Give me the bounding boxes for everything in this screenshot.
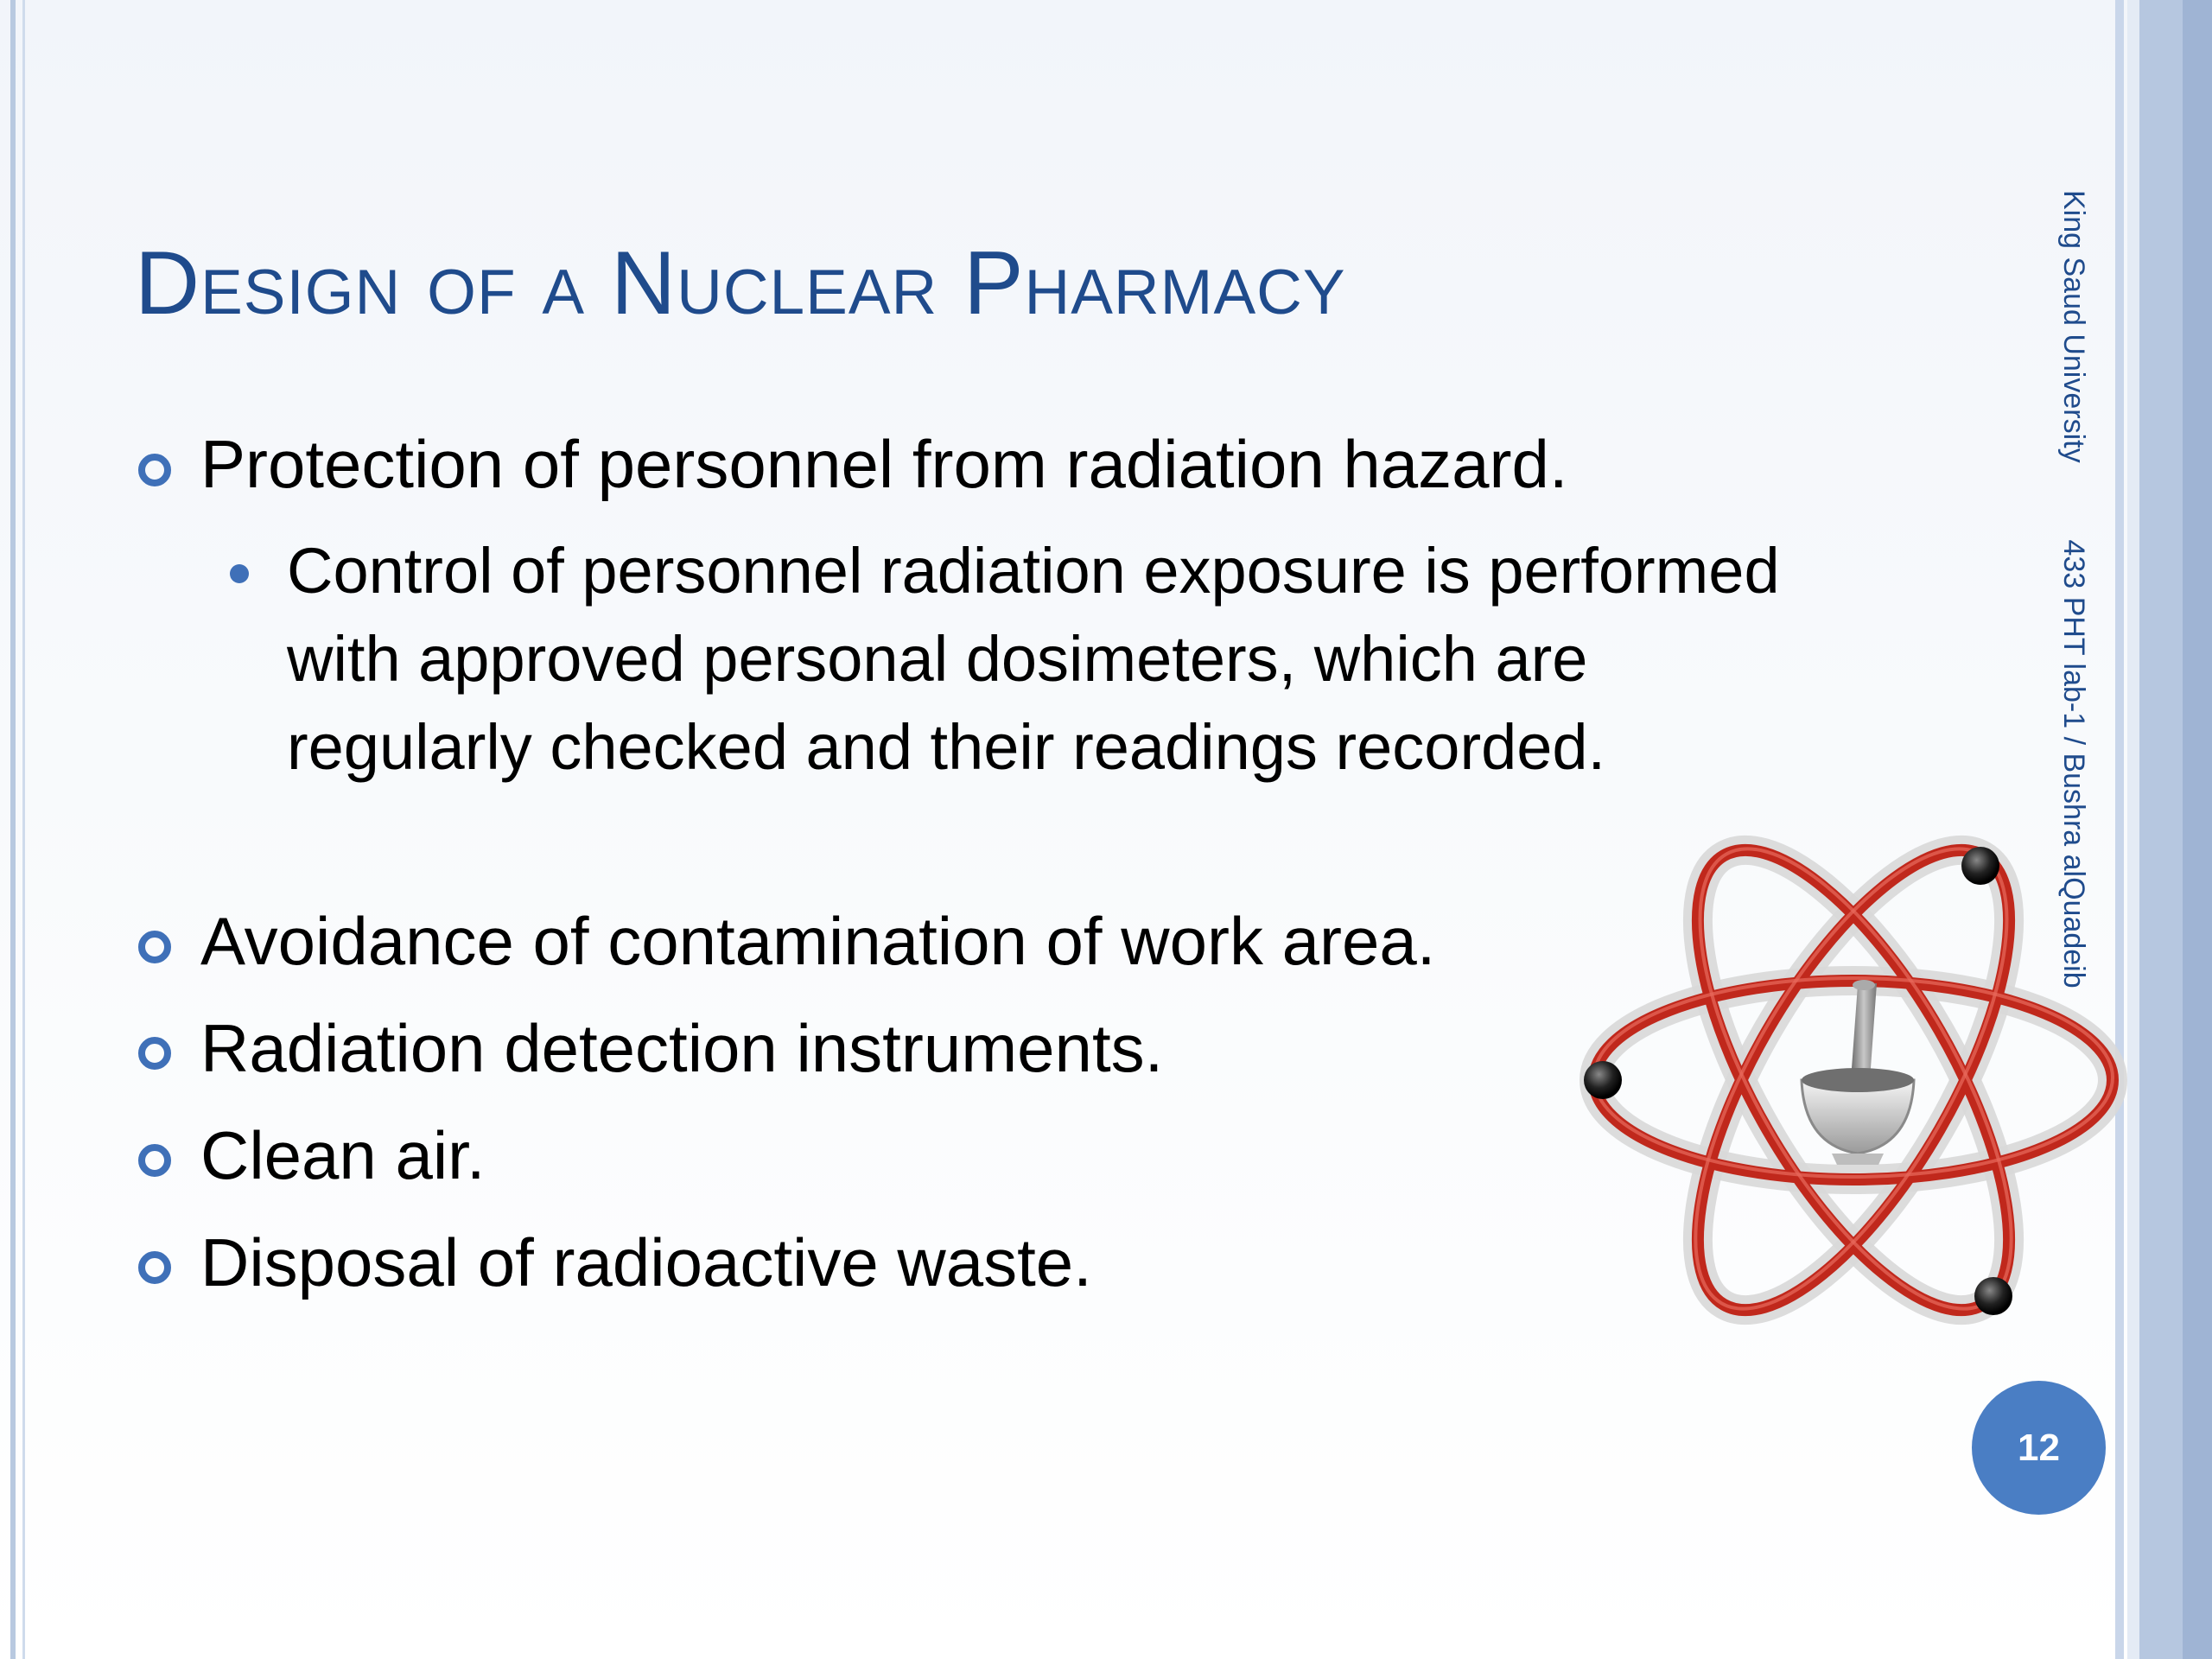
- bullet-item: Disposal of radioactive waste.: [200, 1224, 1092, 1300]
- right-frame-band: [2183, 0, 2212, 1659]
- bullet-ring-icon: [138, 931, 171, 963]
- bullet-dot-icon: [230, 564, 249, 583]
- bullet-item: Radiation detection instruments.: [200, 1010, 1164, 1086]
- bullet-ring-icon: [138, 1037, 171, 1070]
- slide-title: Design of a Nuclear Pharmacy: [135, 233, 1346, 334]
- left-frame-line: [10, 0, 16, 1659]
- page-number-badge: 12: [1972, 1381, 2106, 1515]
- bullet-item: Avoidance of contamination of work area.: [200, 903, 1436, 979]
- vertical-footer: [2048, 190, 2100, 1141]
- bullet-ring-icon: [138, 454, 171, 486]
- footer-course-author: 433 PHT lab-1 / Bushra alQuadeib: [2057, 539, 2090, 988]
- mortar-and-pestle-icon: [1802, 980, 1914, 1165]
- bullet-item: Clean air.: [200, 1117, 486, 1193]
- left-frame-line-thin: [22, 0, 25, 1659]
- bullet-ring-icon: [138, 1144, 171, 1177]
- electron-icon: [1974, 1277, 2012, 1315]
- electron-icon: [1584, 1061, 1622, 1099]
- electron-icon: [1961, 847, 1999, 885]
- right-frame-band: [2139, 0, 2183, 1659]
- sub-bullet-item: Control of personnel radiation exposure is performed with approved personal dosimeters, which are regularly checked and their readings recorded.: [287, 535, 1780, 783]
- bullet-item: Protection of personnel from radiation hazard.: [200, 426, 1568, 502]
- bullet-ring-icon: [138, 1251, 171, 1284]
- footer-institution: King Saud University: [2057, 190, 2090, 463]
